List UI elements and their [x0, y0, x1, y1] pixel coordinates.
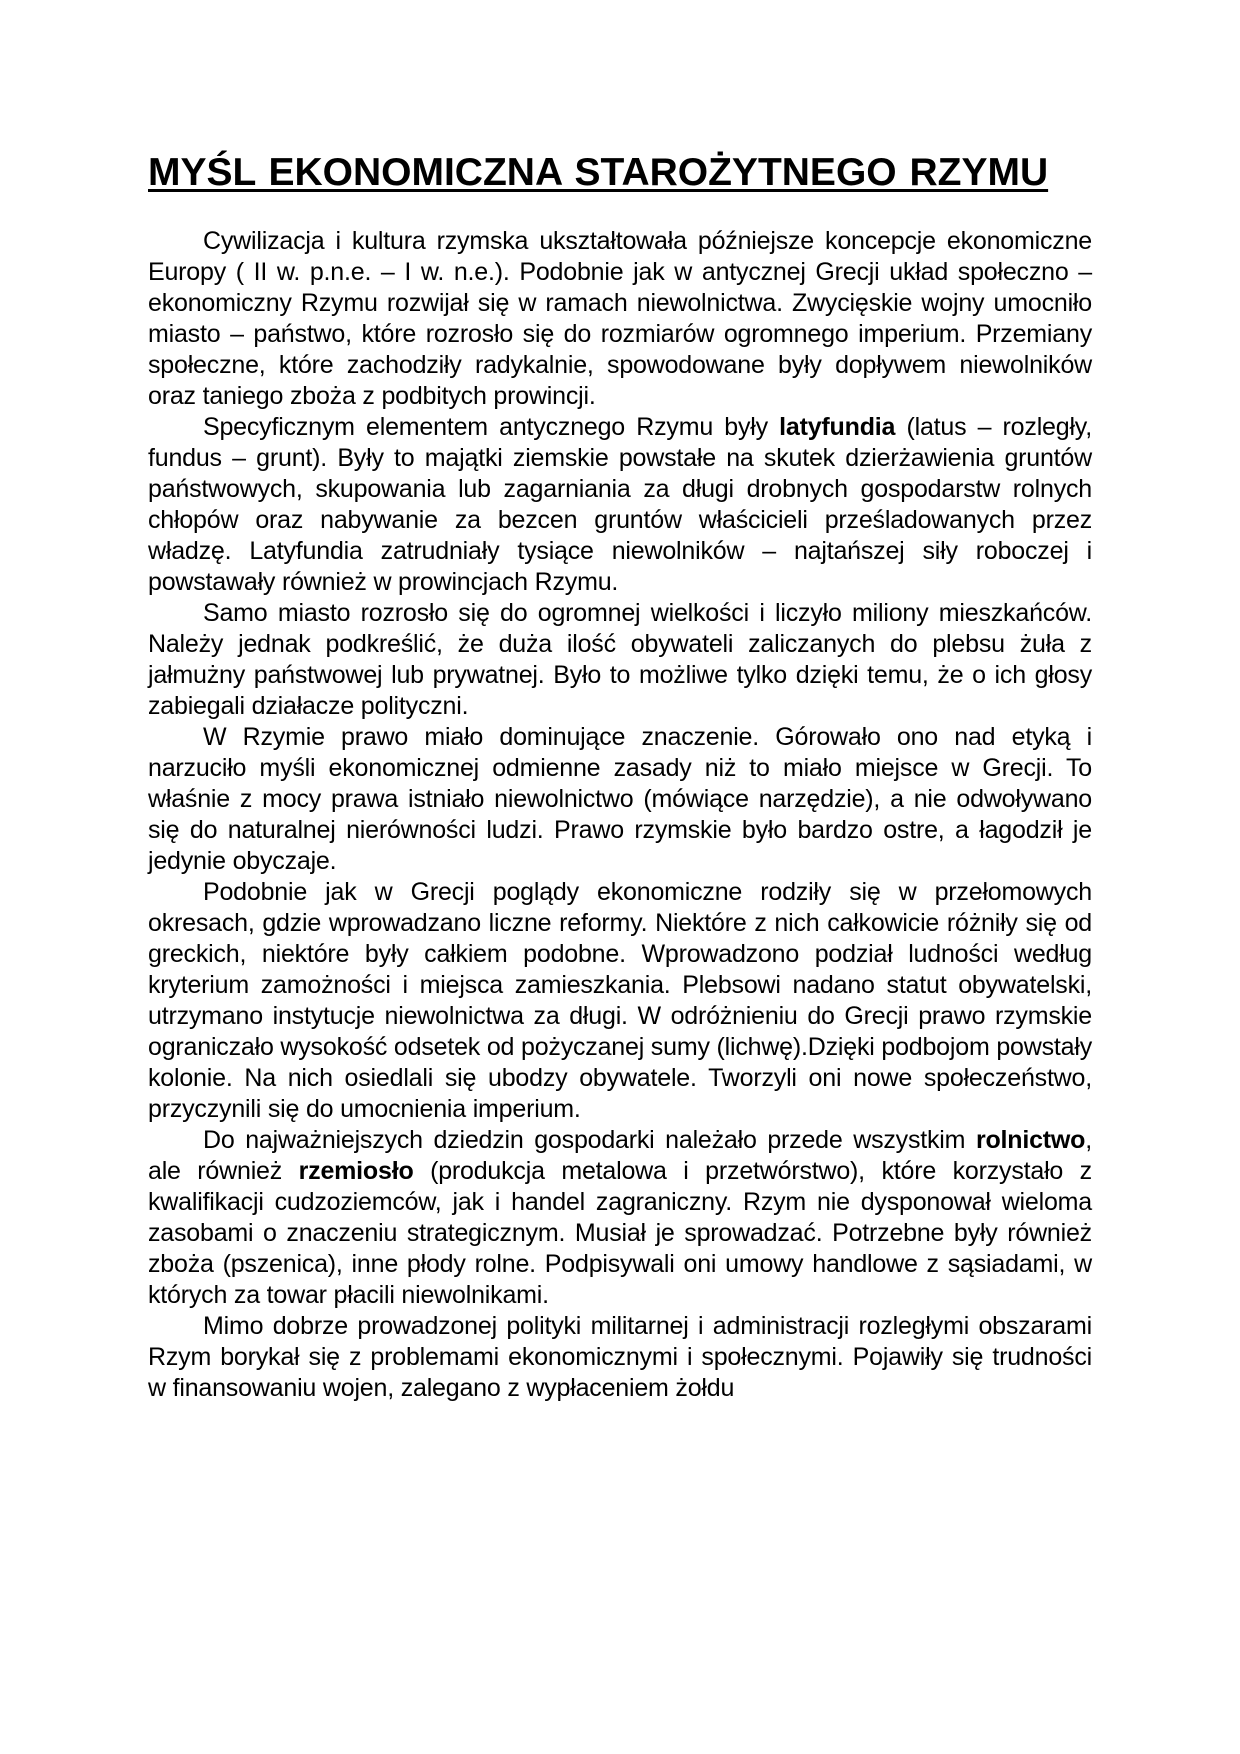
bold-term: latyfundia	[779, 413, 896, 441]
paragraph-text: Do najważniejszych dziedzin gospodarki należało przede wszystkim	[203, 1126, 976, 1154]
bold-term: rzemiosło	[298, 1157, 414, 1185]
paragraph-text: Specyficznym elementem antycznego Rzymu były	[203, 413, 780, 441]
paragraph-text: Podobnie jak w Grecji poglądy ekonomiczne rodziły się w przełomowych okresach, gdzie wprowadzano liczne reformy. Niektóre z nich całkowicie różniły się od greckich, niektóre były całkiem podobne. Wprowadzono podział ludności według kryterium zamożności i miejsca zamieszkania. Plebsowi nadano statut obywatelski, utrzymano instytucje niewolnictwa za długi. W odróżnieniu do Grecji prawo rzymskie ograniczało wysokość odsetek od pożyczanej sumy (lichwę).Dzięki podbojom powstały kolonie. Na nich osiedlali się ubodzy obywatele. Tworzyli oni nowe społeczeństwo, przyczynili się do umocnienia imperium.	[148, 878, 1092, 1123]
document-title: MYŚL EKONOMICZNA STAROŻYTNEGO RZYMU	[148, 151, 1049, 194]
paragraph	[148, 226, 1092, 412]
paragraph-text: , ale również	[148, 1126, 1092, 1185]
paragraph-text: Cywilizacja i kultura rzymska ukształtowała późniejsze koncepcje ekonomiczne Europy ( II w. p.n.e. – I w. n.e.). Podobnie jak w antycznej Grecji układ społeczno – ekonomiczny Rzymu rozwijał się w ramach niewolnictwa. Zwycięskie wojny umocniło miasto – państwo, które rozrosło się do rozmiarów ogromnego imperium. Przemiany społeczne, które zachodziły radykalnie, spowodowane były dopływem niewolników oraz taniego zboża z podbitych prowincji.	[148, 227, 1092, 410]
paragraph-text: Mimo dobrze prowadzonej polityki militarnej i administracji rozległymi obszarami Rzym borykał się z problemami ekonomicznymi i społecznymi. Pojawiły się trudności w finansowaniu wojen, zalegano z wypłaceniem żołdu	[148, 1312, 1092, 1402]
paragraph	[148, 1125, 1092, 1311]
paragraph	[148, 877, 1092, 1125]
paragraph-text: Samo miasto rozrosło się do ogromnej wielkości i liczyło miliony mieszkańców. Należy jednak podkreślić, że duża ilość obywateli zaliczanych do plebsu żuła z jałmużny państwowej lub prywatnej. Było to możliwe tylko dzięki temu, że o ich głosy zabiegali działacze polityczni.	[148, 599, 1092, 720]
paragraph	[148, 598, 1092, 722]
paragraph	[148, 1311, 1092, 1404]
paragraph-text: (latus – rozległy, fundus – grunt). Były to majątki ziemskie powstałe na skutek dzierżawienia gruntów państwowych, skupowania lub zagarniania za długi drobnych gospodarstw rolnych chłopów oraz nabywanie za bezcen gruntów właścicieli prześladowanych przez władzę. Latyfundia zatrudniały tysiące niewolników – najtańszej siły roboczej i powstawały również w prowincjach Rzymu.	[148, 413, 1092, 596]
bold-term: rolnictwo	[975, 1126, 1086, 1154]
paragraph-text: W Rzymie prawo miało dominujące znaczenie. Górowało ono nad etyką i narzuciło myśli ekonomicznej odmienne zasady niż to miało miejsce w Grecji. To właśnie z mocy prawa istniało niewolnictwo (mówiące narzędzie), a nie odwoływano się do naturalnej nierówności ludzi. Prawo rzymskie było bardzo ostre, a łagodził je jedynie obyczaje.	[148, 723, 1092, 875]
paragraph-text: (produkcja metalowa i przetwórstwo), które korzystało z kwalifikacji cudzoziemców, jak i handel zagraniczny. Rzym nie dysponował wieloma zasobami o znaczeniu strategicznym. Musiał je sprowadzać. Potrzebne były również zboża (pszenica), inne płody rolne. Podpisywali oni umowy handlowe z sąsiadami, w których za towar płacili niewolnikami.	[148, 1157, 1092, 1309]
document-page	[148, 150, 1092, 1404]
document-body	[148, 226, 1092, 1404]
paragraph	[148, 722, 1092, 877]
paragraph	[148, 412, 1092, 598]
